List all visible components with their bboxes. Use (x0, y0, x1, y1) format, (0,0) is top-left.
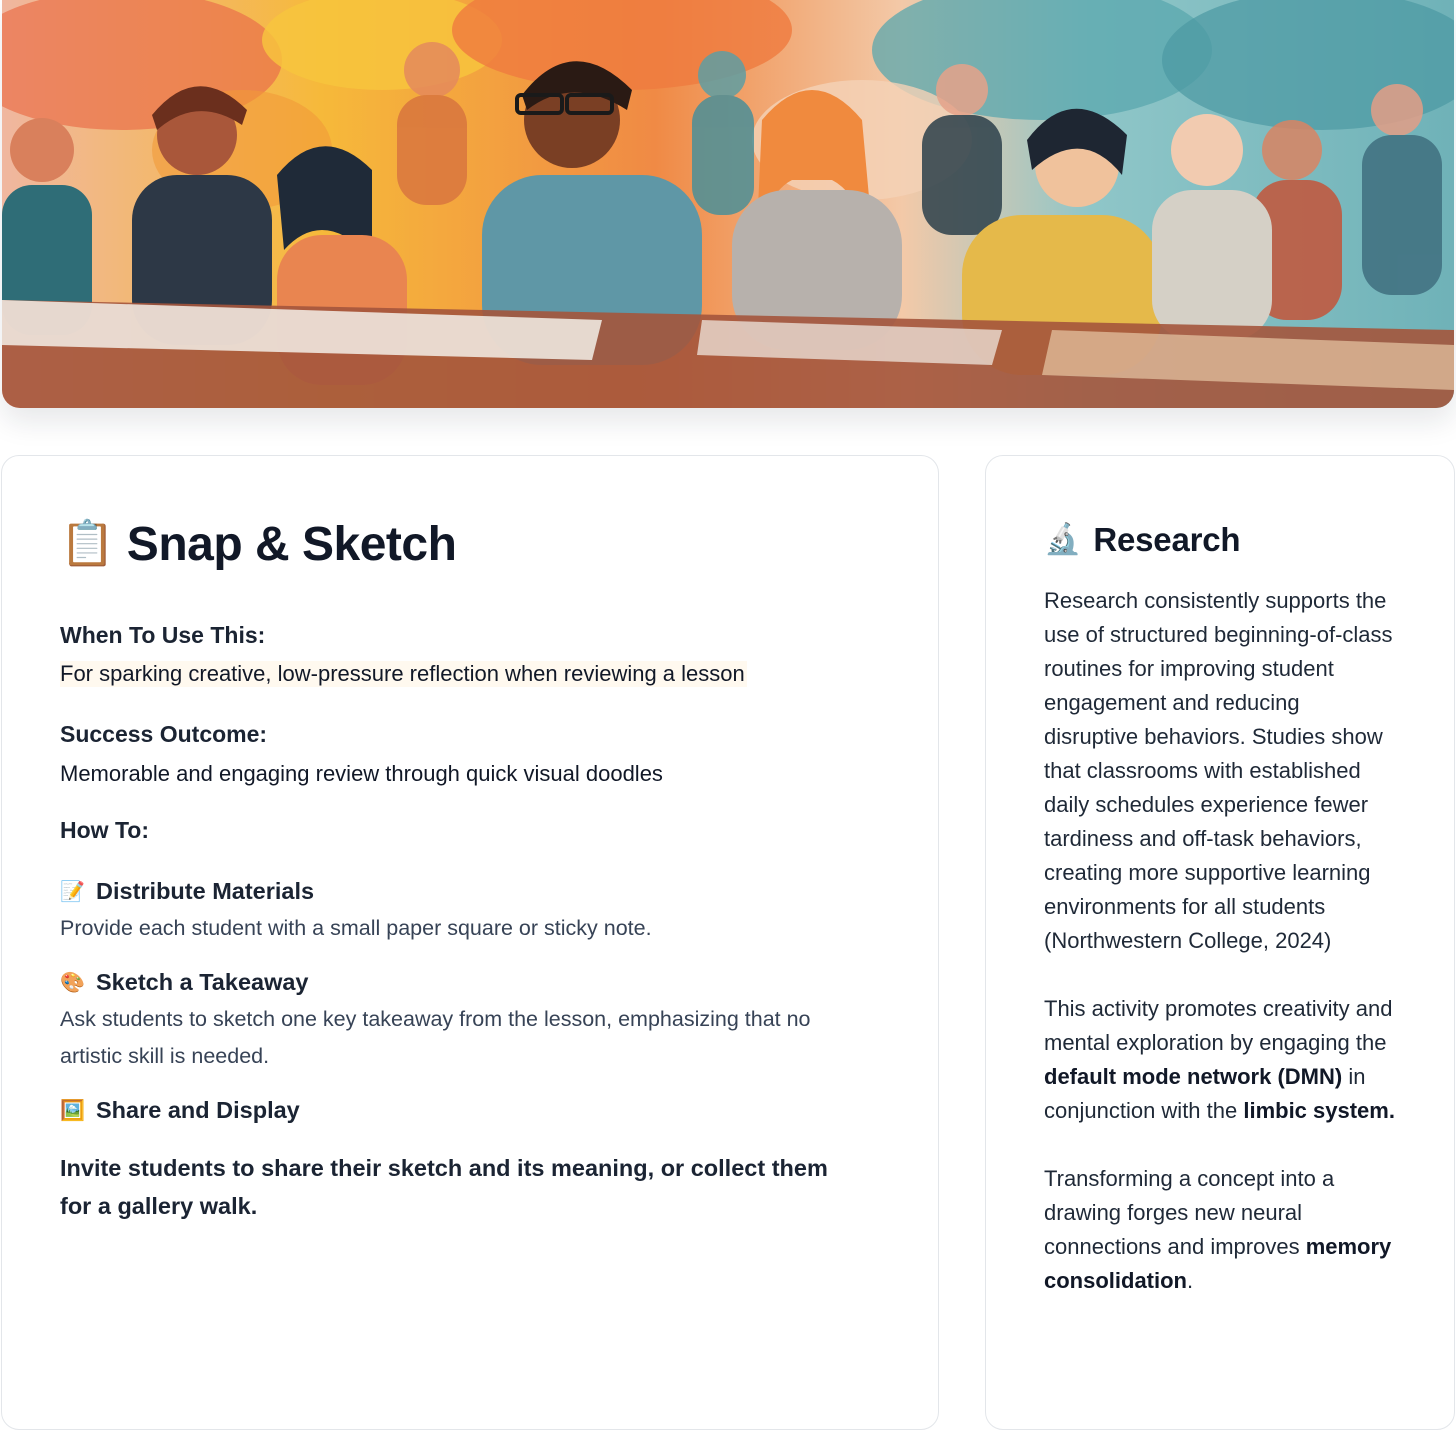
step-title: Distribute Materials (96, 878, 315, 904)
success-outcome-label: Success Outcome: (60, 721, 268, 747)
step-description (60, 1001, 880, 1075)
step-sketch-takeaway (60, 969, 880, 996)
classroom-illustration (2, 0, 1454, 408)
research-card (985, 455, 1455, 1430)
hero-image (2, 0, 1454, 408)
bold-term: default mode network (DMN) (1044, 1064, 1343, 1089)
success-outcome-value: Memorable and engaging review through quick visual doodles (60, 761, 663, 786)
palette-icon: 🎨 (60, 972, 85, 994)
research-paragraph (1044, 1162, 1396, 1298)
research-title-row (1044, 518, 1396, 562)
research-paragraph: Research consistently supports the use of structured beginning-of-class routines for improving student engagement and reducing disruptive behaviors. Studies show that classrooms with established daily schedules experience fewer tardiness and off-task behaviors, creating more supportive learning environments for all students (Northwestern College, 2024) (1044, 588, 1393, 953)
text-run: Transforming a concept into a drawing forges new neural connections and improves (1044, 1166, 1335, 1259)
text-run: in conjunction with the (1044, 1064, 1366, 1123)
step-description-line: Ask students to sketch one key takeaway from the lesson, emphasizing that no (60, 1007, 811, 1031)
step-distribute-materials (60, 878, 880, 905)
activity-title: Snap & Sketch (126, 517, 457, 571)
step-title: Sketch a Takeaway (96, 969, 309, 995)
how-to-label: How To: (60, 817, 149, 843)
research-body (1044, 584, 1396, 1298)
step-description-line: artistic skill is needed. (60, 1044, 270, 1068)
when-to-use-value: For sparking creative, low-pressure reflection when reviewing a lesson (60, 661, 745, 686)
framed-picture-icon: 🖼️ (60, 1100, 85, 1122)
when-to-use-label: When To Use This: (60, 622, 266, 648)
activity-title-row (60, 514, 880, 574)
step-share-display (60, 1097, 880, 1124)
activity-card (1, 455, 939, 1430)
bold-term: memory consolidation (1044, 1234, 1392, 1293)
research-paragraph (1044, 992, 1396, 1128)
bold-term: limbic system. (1243, 1098, 1395, 1123)
step-title: Share and Display (96, 1097, 300, 1123)
text-run: . (1187, 1268, 1194, 1293)
step-description-line: Invite students to share their sketch and its meaning, or collect them (60, 1155, 828, 1181)
text-run: This activity promotes creativity and mental exploration by engaging the (1044, 996, 1393, 1055)
clipboard-icon: 📋 (60, 519, 115, 568)
microscope-icon: 🔬 (1044, 523, 1082, 556)
step-description-line: for a gallery walk. (60, 1193, 258, 1219)
step-description: Provide each student with a small paper square or sticky note. (60, 916, 652, 940)
research-title: Research (1093, 521, 1241, 558)
memo-icon: 📝 (60, 881, 85, 903)
step-description (60, 1149, 880, 1225)
